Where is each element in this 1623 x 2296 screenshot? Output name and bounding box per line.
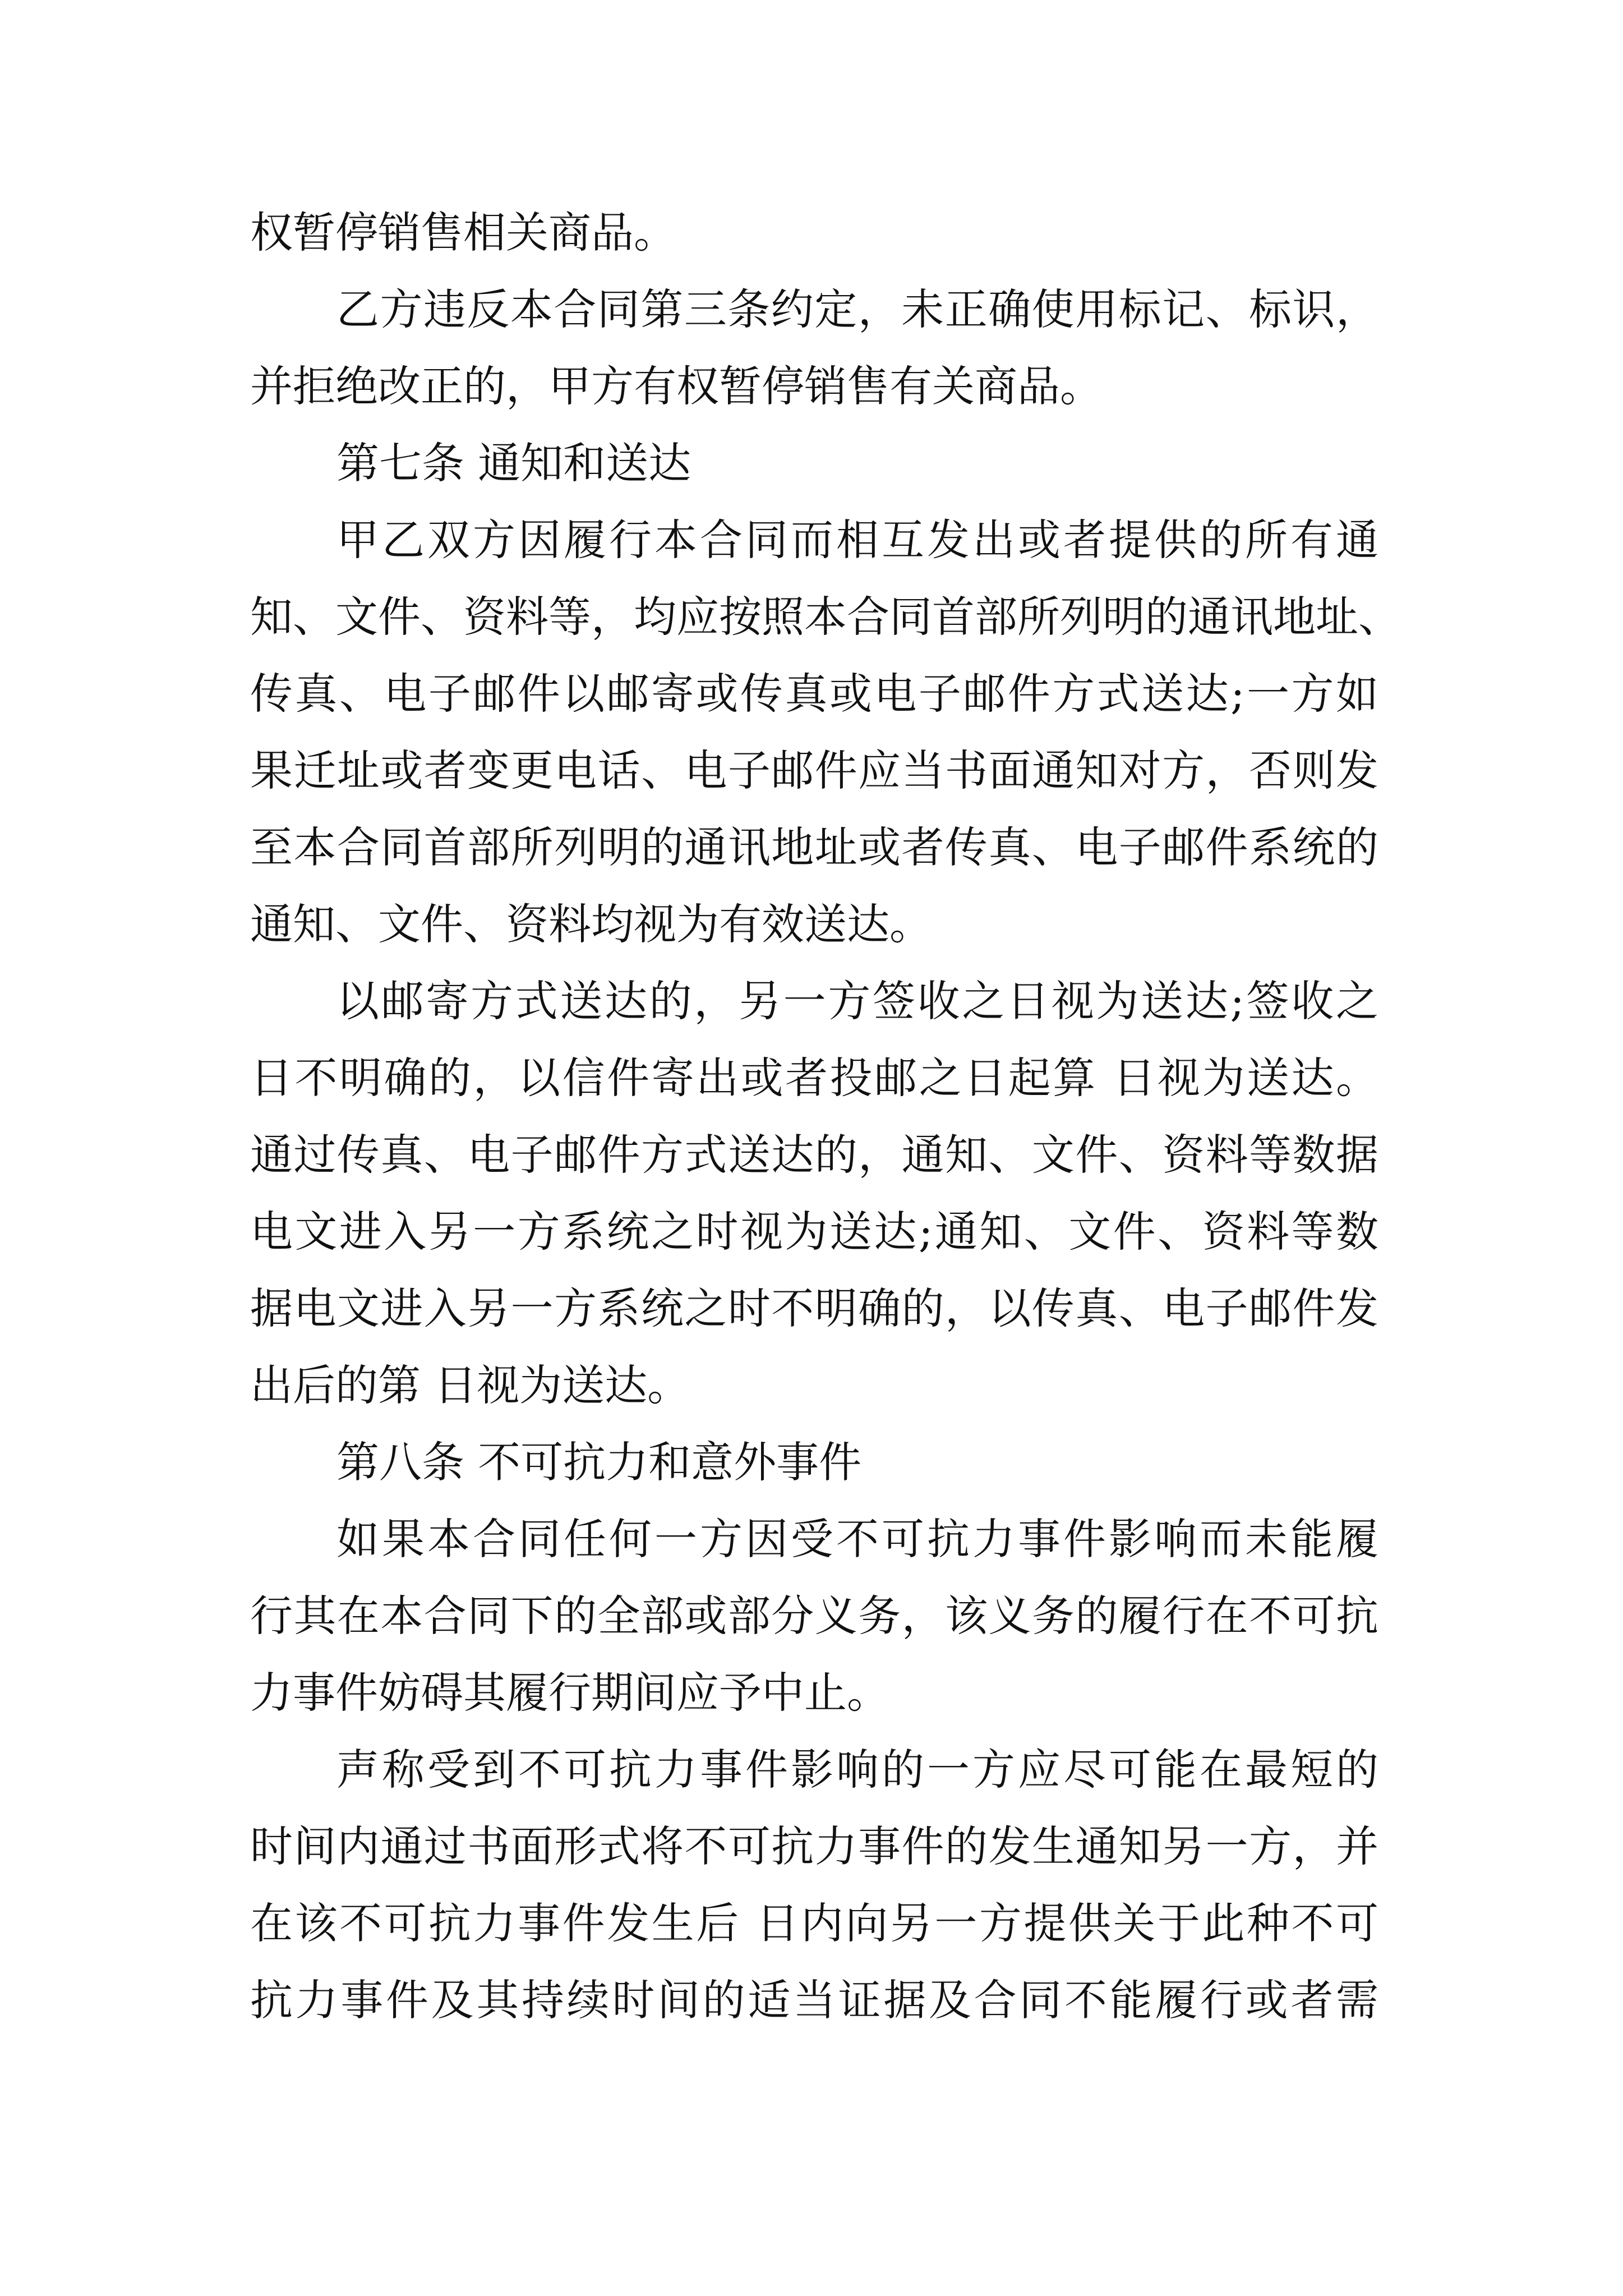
section-heading: 第七条 通知和送达	[336, 438, 691, 488]
text-line: 抗力事件及其持续时间的适当证据及合同不能履行或者需	[250, 1975, 1378, 2025]
paragraph-first-line: 以邮寄方式送达的，另一方签收之日视为送达;签收之	[336, 976, 1378, 1026]
text-line: 通知、文件、资料均视为有效送达。	[250, 899, 932, 949]
text-line: 知、文件、资料等，均应按照本合同首部所列明的通讯地址、	[250, 592, 1401, 642]
paragraph-first-line: 甲乙双方因履行本合同而相互发出或者提供的所有通	[336, 515, 1378, 565]
text-line: 权暂停销售相关商品。	[250, 208, 676, 257]
paragraph-first-line: 乙方违反本合同第三条约定，未正确使用标记、标识，	[336, 284, 1378, 334]
text-line: 通过传真、电子邮件方式送达的，通知、文件、资料等数据	[250, 1130, 1378, 1180]
text-line: 出后的第 日视为送达。	[250, 1360, 690, 1410]
text-line: 日不明确的，以信件寄出或者投邮之日起算 日视为送达。	[250, 1053, 1378, 1103]
text-line: 行其在本合同下的全部或部分义务，该义务的履行在不可抗	[250, 1591, 1378, 1641]
text-line: 力事件妨碍其履行期间应予中止。	[250, 1668, 889, 1718]
text-line: 在该不可抗力事件发生后 日内向另一方提供关于此种不可	[250, 1898, 1378, 1948]
text-line: 电文进入另一方系统之时视为送达;通知、文件、资料等数	[250, 1207, 1378, 1257]
text-line: 时间内通过书面形式将不可抗力事件的发生通知另一方，并	[250, 1821, 1378, 1871]
paragraph-first-line: 声称受到不可抗力事件影响的一方应尽可能在最短的	[336, 1745, 1378, 1795]
text-line: 据电文进入另一方系统之时不明确的，以传真、电子邮件发	[250, 1283, 1378, 1333]
text-line: 传真、电子邮件以邮寄或传真或电子邮件方式送达;一方如	[250, 669, 1378, 719]
text-line: 果迁址或者变更电话、电子邮件应当书面通知对方，否则发	[250, 746, 1378, 795]
section-heading: 第八条 不可抗力和意外事件	[336, 1437, 862, 1487]
paragraph-first-line: 如果本合同任何一方因受不可抗力事件影响而未能履	[336, 1514, 1378, 1564]
text-line: 并拒绝改正的，甲方有权暂停销售有关商品。	[250, 361, 1103, 411]
text-line: 至本合同首部所列明的通讯地址或者传真、电子邮件系统的	[250, 822, 1378, 872]
